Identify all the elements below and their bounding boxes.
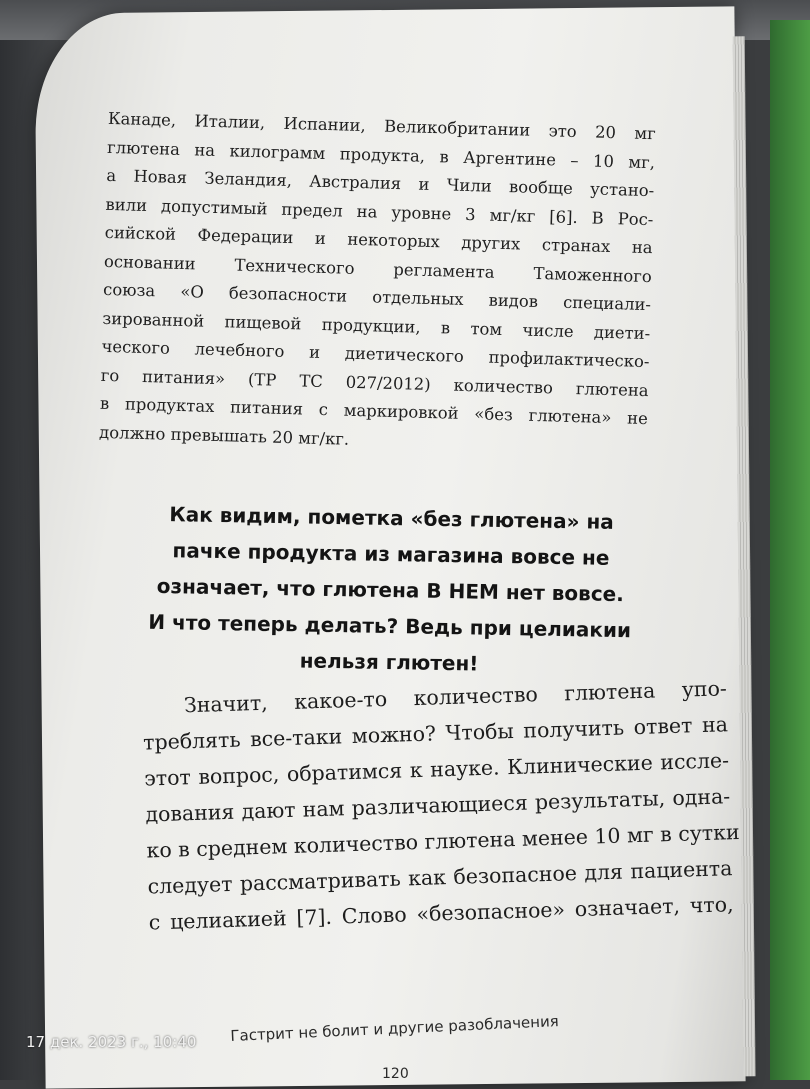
paragraph-2	[141, 670, 740, 940]
text-line: в продуктах питания с маркировкой «без глютена» не	[99, 393, 649, 429]
text-line: глютена на килограмм продукта, в Аргентине – 10 мг,	[106, 137, 656, 172]
book-page	[34, 6, 745, 1088]
callout-line: И что теперь делать? Ведь при целиакии	[148, 609, 632, 643]
text-line: этот вопрос, обратимся к науке. Клинические иссле-	[143, 748, 730, 791]
text-line: Значит, какое-то количество глютена упо-	[183, 676, 728, 718]
book-cover-edge	[770, 20, 810, 1080]
running-footer-title: Гастрит не болит и другие разоблачения	[230, 1012, 560, 1045]
callout-line: означает, что глютена В НЕМ нет вовсе.	[156, 573, 625, 607]
text-line: должно превышать 20 мг/кг.	[98, 422, 350, 449]
callout-highlight	[136, 496, 644, 685]
text-line: дования дают нам различающиеся результаты, одна-	[145, 784, 731, 827]
callout-line: нельзя глютен!	[299, 648, 479, 676]
text-line: с целиакией [7]. Слово «безопасное» означает, что,	[148, 892, 734, 935]
text-line: вили допустимый предел на уровне 3 мг/кг [6]. В Рос-	[105, 194, 654, 229]
text-line: а Новая Зеландия, Австралия и Чили вообще устано-	[106, 165, 655, 201]
text-line: следует рассматривать как безопасное для пациента	[147, 856, 733, 899]
photo-timestamp: 17 дек. 2023 г., 10:40	[26, 1033, 197, 1051]
callout-line: Как видим, пометка «без глютена» на	[169, 502, 615, 534]
text-line: ко в среднем количество глютена менее 10 мг в сутки	[146, 819, 740, 863]
text-line: сийской Федерации и некоторых других странах на	[104, 222, 653, 258]
text-line: основании Технического регламента Таможенного	[103, 251, 653, 286]
text-line: го питания» (ТР ТС 027/2012) количество глютена	[100, 365, 649, 400]
text-line: союза «О безопасности отдельных видов специали-	[102, 279, 652, 315]
page-stack-edge	[733, 36, 756, 1076]
paragraph-1	[98, 99, 660, 449]
text-line: зированной пищевой продукции, в том числе диети-	[102, 308, 651, 343]
text-line: ческого лечебного и диетического профилактическо-	[101, 336, 650, 372]
text-line: треблять все-таки можно? Чтобы получить ответ на	[142, 712, 729, 755]
text-line: Канаде, Италии, Испании, Великобритании это 20 мг	[107, 108, 657, 144]
callout-line: пачке продукта из магазина вовсе не	[172, 538, 610, 570]
page-number: 120	[382, 1066, 409, 1082]
